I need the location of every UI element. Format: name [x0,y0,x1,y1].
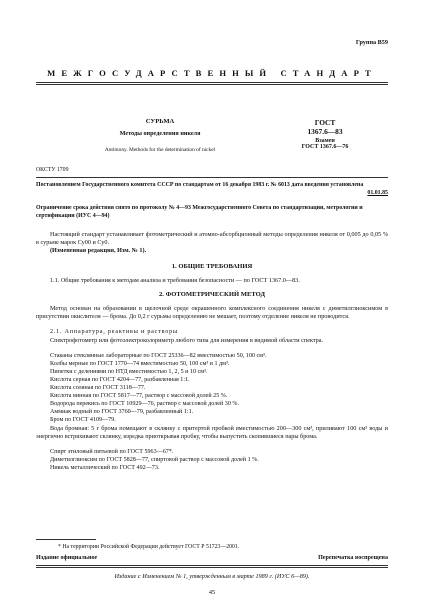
gost-label: ГОСТ [314,118,336,127]
apparatus-intro: Спектрофотометр или фотоэлектроколориметр любого типа для измерения в видимой области спектра. [50,337,324,344]
replaces-label: Взамен [315,138,335,144]
standard-type: МЕЖГОСУДАРСТВЕННЫЙ СТАНДАРТ [47,68,377,78]
list-item: Кислота соляная по ГОСТ 3118—77. [50,385,146,391]
gost-number: 1367.6—83 [307,127,343,136]
page-number: 45 [208,589,216,596]
bromine-water-text: Вода бромная: 5 г брома помещают в склянку с притертой пробкой вместимостью 200—300 см³, приливают 100 см³ воды и энергично встряхивают склянку, изредка приоткрывая пробку, чтобы выпустить скопившиеся пары брома. [36,425,388,440]
gost-block [270,118,380,150]
footnote-rule [36,539,96,540]
list-item: Спирт этиловый питьевой по ГОСТ 5963—67*. [50,449,174,455]
decree-text: Постановлением Государственного комитета СССР по стандартам от 16 декабря 1983 г. № 6013 дата введения установлена [36,182,364,188]
official-edition-label: Издание официальное [36,555,98,561]
section-2-title: 2. ФОТОМЕТРИЧЕСКИЙ МЕТОД [158,291,266,298]
limit-note: Ограничение срока действия снято по протоколу № 4—93 Межгосударственного Совета по стандартизации, метрологии и сертификации (ИУС 4—94) [36,205,363,219]
list-item: Колбы мерные по ГОСТ 1770—74 вместимостью 50, 100 см³ и 1 дм³. [50,361,230,367]
method-principle: Метод основан на образовании в щелочной среде окрашенного комплексного соединения никеля с диметилглиоксимом в присутствии окислителя — брома. До 0,2 г сурьмы определению не мешает, поэтому отделение никеля не проводится. [36,305,388,320]
header-rule-bottom [36,84,388,85]
list-item: Диметилглиоксим по ГОСТ 5828—77, спиртовой раствор с массовой долей 1 %. [50,457,259,463]
decree-date: 01.01.85 [367,189,388,196]
apparatus-title: 2.1. Аппаратура, реактивы и растворы [50,329,178,335]
footnote: * На территории Российской Федерации действует ГОСТ Р 51723—2001. [58,544,240,550]
replaces-number: ГОСТ 1367.6—76 [301,144,349,150]
group-code: Группа В59 [355,39,388,46]
english-title: Antimony. Methods for the determination of nickel [104,147,216,153]
footer-rule-bottom [36,567,388,568]
okstu-code: ОКСТУ 1709 [36,167,69,173]
list-item: Никель металлический по ГОСТ 492—73. [50,465,160,471]
header-rule-top [36,82,388,83]
section-1-title: 1. ОБЩИЕ ТРЕБОВАНИЯ [171,263,253,270]
intro-edition-note: (Измененная редакция, Изм. № 1). [50,247,147,254]
edition-note: Издание с Изменением № 1, утвержденным в марте 1989 г. (ИУС 6—89). [114,573,310,580]
list-item: Пипетки с делениями по НТД вместимостью 1, 2, 5 и 10 см³. [50,369,208,375]
okstu-rule [36,177,388,178]
list-item: Стаканы стеклянные лабораторные по ГОСТ 25336—82 вместимостью 50, 100 см³. [50,353,267,359]
intro-text: Настоящий стандарт устанавливает фотометрический и атомно-абсорбционный методы определения никеля от 0,005 до 0,05 % в сурьме марок Су00 и Су0. [36,231,388,246]
title-block [60,118,260,153]
list-item: Кислота винная по ГОСТ 5817—77, раствор с массовой долей 25 %. [50,393,228,399]
list-item: Водорода перекись по ГОСТ 10929—76, раствор с массовой долей 30 %. [50,401,239,407]
document-title: СУРЬМА [145,118,175,125]
list-item: Кислота серная по ГОСТ 4204—77, разбавленная 1:1. [50,377,190,383]
section-1-text: 1.1. Общие требования к методам анализа и требования безопасности — по ГОСТ 1367.0—83. [50,277,300,284]
list-item: Аммиак водный по ГОСТ 3760—79, разбавленный 1:1. [50,409,194,415]
document-subtitle: Методы определения никеля [119,130,201,137]
decree-paragraph [36,182,388,196]
reprint-forbidden-label: Перепечатка воспрещена [318,555,388,561]
list-item: Бром по ГОСТ 4109—79. [50,417,116,423]
footer-rule-top [36,565,388,566]
